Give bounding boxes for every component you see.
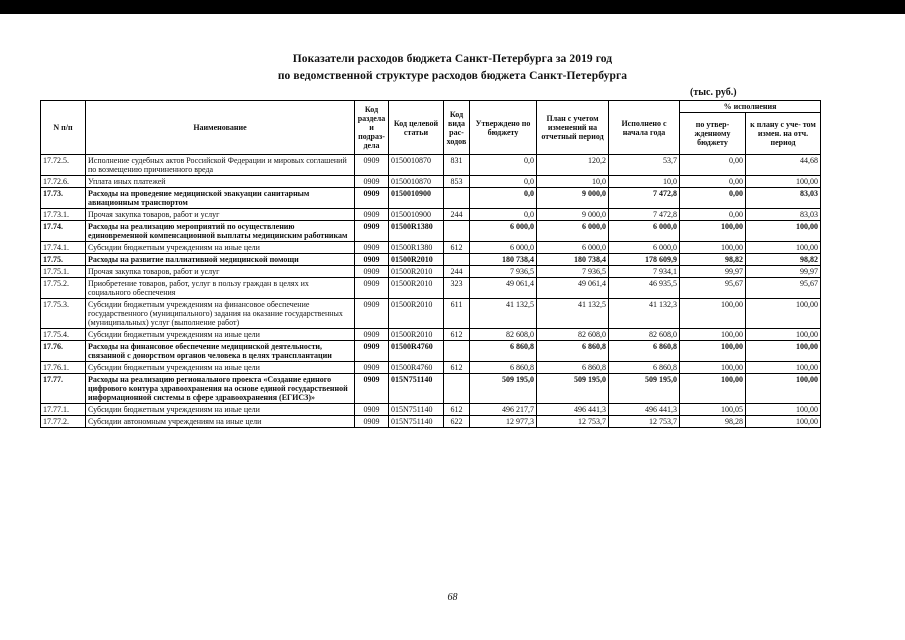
header-approved: Утверждено по бюджету <box>470 101 537 155</box>
header-num: N п/п <box>41 101 86 155</box>
table-row <box>41 329 821 341</box>
cell-target: 0150010900 <box>389 188 444 209</box>
cell-approved: 509 195,0 <box>470 374 537 404</box>
cell-executed: 6 860,8 <box>609 362 680 374</box>
cell-pct-approved: 98,82 <box>680 254 746 266</box>
cell-pct-plan: 100,00 <box>746 416 821 428</box>
cell-pct-plan: 98,82 <box>746 254 821 266</box>
cell-type: 323 <box>444 278 470 299</box>
cell-name: Прочая закупка товаров, работ и услуг <box>86 209 355 221</box>
cell-executed: 12 753,7 <box>609 416 680 428</box>
cell-pct-approved: 100,00 <box>680 242 746 254</box>
cell-num: 17.75.2. <box>41 278 86 299</box>
cell-plan: 6 000,0 <box>537 221 609 242</box>
cell-plan: 180 738,4 <box>537 254 609 266</box>
header-expense-type-code: Код вида рас- ходов <box>444 101 470 155</box>
cell-section: 0909 <box>355 299 389 329</box>
cell-section: 0909 <box>355 266 389 278</box>
cell-executed: 496 441,3 <box>609 404 680 416</box>
cell-plan: 120,2 <box>537 155 609 176</box>
cell-approved: 496 217,7 <box>470 404 537 416</box>
cell-target: 01500R2010 <box>389 299 444 329</box>
cell-target: 015N751140 <box>389 416 444 428</box>
cell-num: 17.75.1. <box>41 266 86 278</box>
cell-target: 01500R2010 <box>389 329 444 341</box>
cell-section: 0909 <box>355 254 389 266</box>
cell-name: Субсидии бюджетным учреждениям на иные цели <box>86 362 355 374</box>
cell-plan: 82 608,0 <box>537 329 609 341</box>
cell-pct-plan: 100,00 <box>746 362 821 374</box>
table-row <box>41 242 821 254</box>
cell-name: Субсидии бюджетным учреждениям на финансовое обеспечение государственного (муниципального) задания на оказание государственных (муниципальных) услуг (выполнение работ) <box>86 299 355 329</box>
table-body <box>41 155 821 428</box>
cell-plan: 10,0 <box>537 176 609 188</box>
cell-name: Субсидии бюджетным учреждениям на иные цели <box>86 242 355 254</box>
cell-pct-approved: 100,00 <box>680 221 746 242</box>
cell-approved: 0,0 <box>470 209 537 221</box>
cell-plan: 9 000,0 <box>537 188 609 209</box>
cell-plan: 509 195,0 <box>537 374 609 404</box>
cell-num: 17.76. <box>41 341 86 362</box>
cell-approved: 41 132,5 <box>470 299 537 329</box>
cell-approved: 6 000,0 <box>470 242 537 254</box>
cell-pct-approved: 99,97 <box>680 266 746 278</box>
cell-name: Субсидии бюджетным учреждениям на иные цели <box>86 329 355 341</box>
cell-type: 612 <box>444 362 470 374</box>
expenditure-table <box>40 100 821 428</box>
cell-pct-plan: 100,00 <box>746 341 821 362</box>
cell-plan: 6 860,8 <box>537 362 609 374</box>
cell-section: 0909 <box>355 329 389 341</box>
cell-section: 0909 <box>355 374 389 404</box>
cell-num: 17.77. <box>41 374 86 404</box>
cell-num: 17.77.2. <box>41 416 86 428</box>
cell-pct-approved: 100,05 <box>680 404 746 416</box>
cell-pct-plan: 100,00 <box>746 221 821 242</box>
cell-type: 612 <box>444 404 470 416</box>
cell-type: 622 <box>444 416 470 428</box>
cell-approved: 0,0 <box>470 155 537 176</box>
cell-executed: 82 608,0 <box>609 329 680 341</box>
table-row <box>41 188 821 209</box>
cell-target: 01500R1380 <box>389 242 444 254</box>
cell-pct-plan: 44,68 <box>746 155 821 176</box>
cell-name: Исполнение судебных актов Российской Федерации и мировых соглашений по возмещению причиненного вреда <box>86 155 355 176</box>
cell-target: 01500R2010 <box>389 266 444 278</box>
cell-type <box>444 374 470 404</box>
cell-approved: 0,0 <box>470 176 537 188</box>
cell-target: 015N751140 <box>389 404 444 416</box>
cell-pct-approved: 100,00 <box>680 374 746 404</box>
cell-pct-approved: 0,00 <box>680 188 746 209</box>
cell-approved: 180 738,4 <box>470 254 537 266</box>
header-percent-group: % исполнения <box>680 101 821 113</box>
cell-num: 17.74.1. <box>41 242 86 254</box>
cell-num: 17.77.1. <box>41 404 86 416</box>
cell-target: 01500R2010 <box>389 254 444 266</box>
page-number: 68 <box>447 592 458 603</box>
cell-type: 244 <box>444 209 470 221</box>
cell-pct-plan: 100,00 <box>746 404 821 416</box>
cell-type <box>444 341 470 362</box>
cell-target: 01500R4760 <box>389 341 444 362</box>
cell-type: 831 <box>444 155 470 176</box>
cell-pct-plan: 83,03 <box>746 209 821 221</box>
cell-plan: 6 860,8 <box>537 341 609 362</box>
cell-num: 17.73. <box>41 188 86 209</box>
cell-pct-plan: 100,00 <box>746 242 821 254</box>
cell-num: 17.74. <box>41 221 86 242</box>
cell-type: 853 <box>444 176 470 188</box>
header-name: Наименование <box>86 101 355 155</box>
cell-target: 0150010870 <box>389 176 444 188</box>
table-row <box>41 278 821 299</box>
header-plan: План с учетом изменений на отчетный период <box>537 101 609 155</box>
cell-executed: 46 935,5 <box>609 278 680 299</box>
cell-approved: 12 977,3 <box>470 416 537 428</box>
table-row <box>41 266 821 278</box>
cell-name: Приобретение товаров, работ, услуг в пользу граждан в целях их социального обеспечения <box>86 278 355 299</box>
cell-pct-plan: 100,00 <box>746 176 821 188</box>
cell-num: 17.76.1. <box>41 362 86 374</box>
cell-executed: 41 132,3 <box>609 299 680 329</box>
units-label: (тыс. руб.) <box>690 87 737 98</box>
cell-pct-approved: 100,00 <box>680 329 746 341</box>
cell-plan: 49 061,4 <box>537 278 609 299</box>
cell-name: Прочая закупка товаров, работ и услуг <box>86 266 355 278</box>
header-target-code: Код целевой статьи <box>389 101 444 155</box>
cell-executed: 53,7 <box>609 155 680 176</box>
cell-pct-approved: 100,00 <box>680 362 746 374</box>
cell-name: Субсидии бюджетным учреждениям на иные цели <box>86 404 355 416</box>
cell-name: Расходы на финансовое обеспечение медицинской деятельности, связанной с донорством органов человека в целях трансплантации <box>86 341 355 362</box>
cell-name: Уплата иных платежей <box>86 176 355 188</box>
cell-section: 0909 <box>355 188 389 209</box>
cell-target: 01500R2010 <box>389 278 444 299</box>
table-row <box>41 299 821 329</box>
cell-executed: 6 000,0 <box>609 221 680 242</box>
table-row <box>41 209 821 221</box>
cell-pct-plan: 100,00 <box>746 299 821 329</box>
cell-target: 01500R1380 <box>389 221 444 242</box>
cell-executed: 7 472,8 <box>609 188 680 209</box>
cell-type: 612 <box>444 329 470 341</box>
cell-pct-approved: 98,28 <box>680 416 746 428</box>
cell-plan: 9 000,0 <box>537 209 609 221</box>
cell-approved: 82 608,0 <box>470 329 537 341</box>
cell-approved: 6 860,8 <box>470 341 537 362</box>
cell-name: Расходы на проведение медицинской эвакуации санитарным авиационным транспортом <box>86 188 355 209</box>
cell-num: 17.75.3. <box>41 299 86 329</box>
cell-plan: 7 936,5 <box>537 266 609 278</box>
document-subtitle: по ведомственной структуре расходов бюджета Санкт-Петербурга <box>277 70 628 82</box>
cell-executed: 7 472,8 <box>609 209 680 221</box>
table-row <box>41 341 821 362</box>
cell-pct-approved: 100,00 <box>680 341 746 362</box>
table-row <box>41 416 821 428</box>
cell-target: 0150010900 <box>389 209 444 221</box>
cell-executed: 6 860,8 <box>609 341 680 362</box>
cell-type <box>444 188 470 209</box>
header-executed: Исполнено с начала года <box>609 101 680 155</box>
document-title: Показатели расходов бюджета Санкт-Петербурга за 2019 год <box>292 53 613 65</box>
cell-plan: 12 753,7 <box>537 416 609 428</box>
table-row <box>41 374 821 404</box>
cell-section: 0909 <box>355 155 389 176</box>
cell-name: Расходы на развитие паллиативной медицинской помощи <box>86 254 355 266</box>
cell-approved: 0,0 <box>470 188 537 209</box>
cell-type: 611 <box>444 299 470 329</box>
cell-plan: 6 000,0 <box>537 242 609 254</box>
cell-executed: 6 000,0 <box>609 242 680 254</box>
cell-pct-plan: 83,03 <box>746 188 821 209</box>
cell-approved: 7 936,5 <box>470 266 537 278</box>
cell-section: 0909 <box>355 416 389 428</box>
cell-target: 015N751140 <box>389 374 444 404</box>
cell-type <box>444 254 470 266</box>
cell-type: 612 <box>444 242 470 254</box>
table-row <box>41 155 821 176</box>
cell-executed: 10,0 <box>609 176 680 188</box>
cell-pct-plan: 95,67 <box>746 278 821 299</box>
cell-pct-plan: 100,00 <box>746 374 821 404</box>
table-row <box>41 221 821 242</box>
cell-approved: 6 860,8 <box>470 362 537 374</box>
table-row <box>41 362 821 374</box>
table-row <box>41 254 821 266</box>
cell-num: 17.75. <box>41 254 86 266</box>
table-row <box>41 404 821 416</box>
cell-approved: 49 061,4 <box>470 278 537 299</box>
cell-num: 17.72.6. <box>41 176 86 188</box>
cell-num: 17.73.1. <box>41 209 86 221</box>
cell-pct-approved: 95,67 <box>680 278 746 299</box>
cell-section: 0909 <box>355 362 389 374</box>
header-section-code: Код раздела и подраз- дела <box>355 101 389 155</box>
cell-plan: 496 441,3 <box>537 404 609 416</box>
cell-approved: 6 000,0 <box>470 221 537 242</box>
cell-pct-approved: 100,00 <box>680 299 746 329</box>
cell-plan: 41 132,5 <box>537 299 609 329</box>
cell-name: Субсидии автономным учреждениям на иные цели <box>86 416 355 428</box>
header-percent-plan: к плану с уче- том измен. на отч. период <box>746 113 821 155</box>
cell-pct-approved: 0,00 <box>680 155 746 176</box>
cell-section: 0909 <box>355 209 389 221</box>
cell-section: 0909 <box>355 221 389 242</box>
cell-name: Расходы на реализацию мероприятий по осуществлению единовременной компенсационной выплаты медицинским работникам <box>86 221 355 242</box>
cell-section: 0909 <box>355 242 389 254</box>
cell-pct-plan: 99,97 <box>746 266 821 278</box>
cell-executed: 509 195,0 <box>609 374 680 404</box>
cell-pct-approved: 0,00 <box>680 209 746 221</box>
cell-num: 17.75.4. <box>41 329 86 341</box>
cell-section: 0909 <box>355 176 389 188</box>
cell-executed: 178 609,9 <box>609 254 680 266</box>
header-percent-approved: по утвер- жденному бюджету <box>680 113 746 155</box>
cell-pct-plan: 100,00 <box>746 329 821 341</box>
cell-num: 17.72.5. <box>41 155 86 176</box>
cell-type: 244 <box>444 266 470 278</box>
table-row <box>41 176 821 188</box>
cell-executed: 7 934,1 <box>609 266 680 278</box>
cell-name: Расходы на реализацию регионального проекта «Создание единого цифрового контура здравоохранения на основе единой государственной информационной системы в сфере здравоохранения (ЕГИСЗ)» <box>86 374 355 404</box>
cell-section: 0909 <box>355 404 389 416</box>
cell-section: 0909 <box>355 341 389 362</box>
cell-target: 01500R4760 <box>389 362 444 374</box>
cell-target: 0150010870 <box>389 155 444 176</box>
cell-pct-approved: 0,00 <box>680 176 746 188</box>
cell-type <box>444 221 470 242</box>
cell-section: 0909 <box>355 278 389 299</box>
